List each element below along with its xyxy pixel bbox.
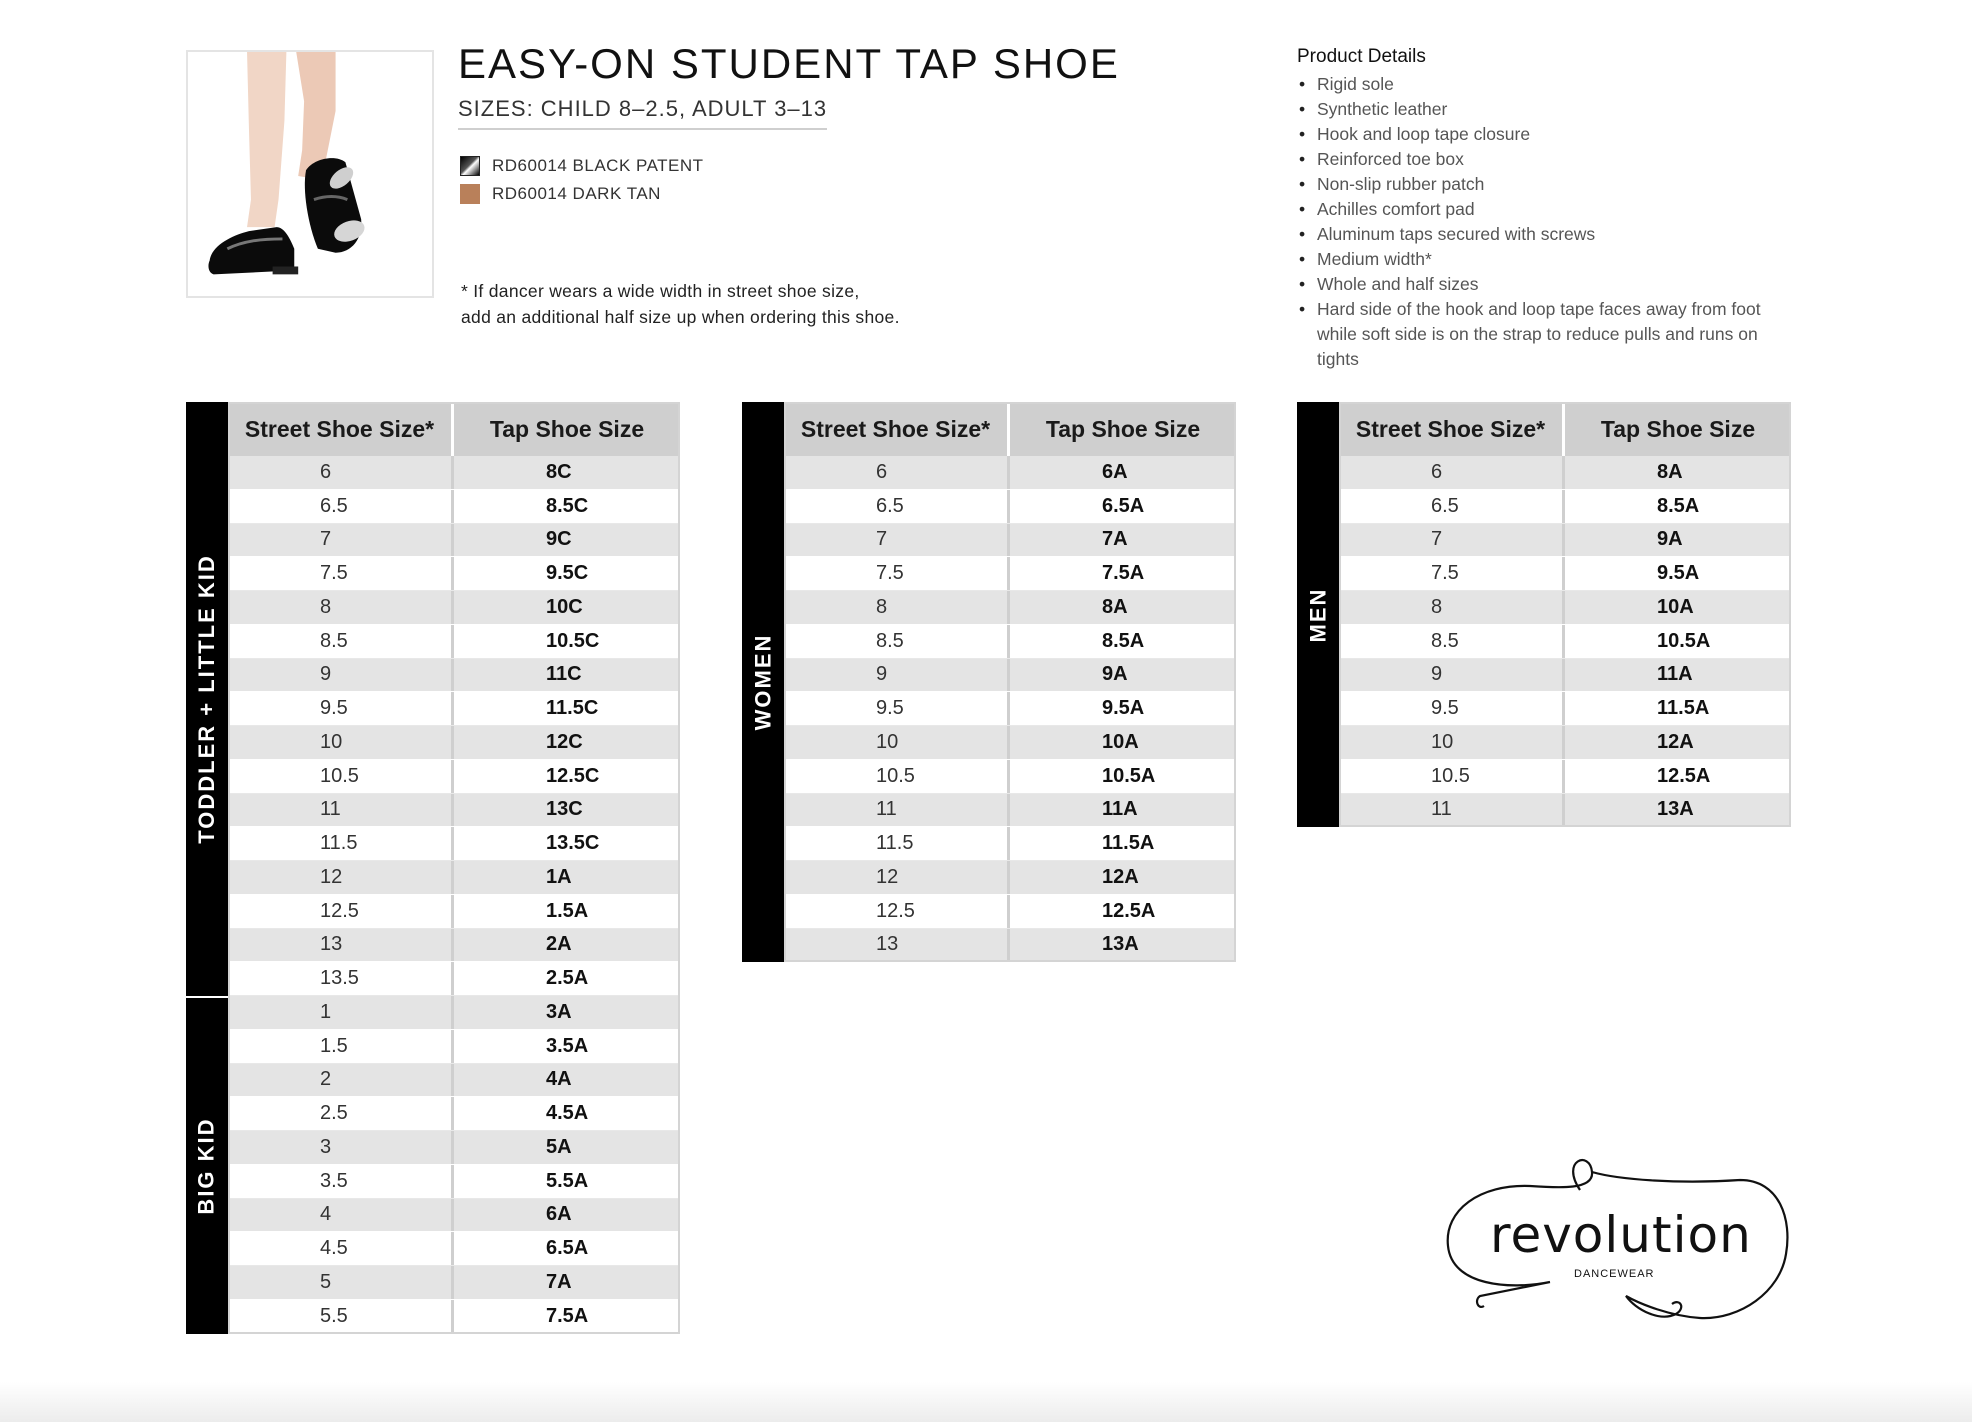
tap-size-cell: 10.5A — [1657, 629, 1711, 652]
bullet-icon: • — [1299, 199, 1306, 219]
street-size-cell: 2.5 — [228, 1097, 454, 1130]
table-row — [228, 1030, 680, 1064]
color-label: RD60014 DARK TAN — [492, 184, 661, 203]
bullet-icon: • — [1299, 174, 1306, 194]
table-row — [784, 827, 1236, 861]
street-size-cell: 9 — [784, 659, 1010, 692]
table-row — [1339, 557, 1791, 591]
street-size-cell: 3.5 — [228, 1165, 454, 1198]
size-range: SIZES: CHILD 8–2.5, ADULT 3–13 — [458, 96, 827, 130]
street-size-cell: 13.5 — [228, 962, 454, 995]
table-row — [228, 1097, 680, 1131]
section-label-toddler-little-kid: TODDLER + LITTLE KID — [186, 402, 228, 996]
street-size-cell: 11.5 — [784, 827, 1010, 860]
street-size-cell: 9 — [1339, 659, 1565, 692]
revolution-dancewear-logo — [1440, 1150, 1800, 1330]
logo-subtitle: DANCEWEAR — [1574, 1268, 1655, 1280]
street-size-cell: 13 — [784, 929, 1010, 962]
street-size-cell: 11 — [228, 794, 454, 827]
tap-size-cell: 7A — [1102, 528, 1128, 551]
tap-size-cell: 12A — [1102, 865, 1139, 888]
table-row — [1339, 490, 1791, 524]
tap-size-cell: 12A — [1657, 730, 1694, 753]
table-row — [228, 794, 680, 828]
detail-item: • Medium width* — [1297, 247, 1797, 272]
black-patent-swatch — [460, 156, 480, 176]
street-size-cell: 12 — [784, 861, 1010, 894]
street-size-cell: 7 — [1339, 524, 1565, 557]
street-size-cell: 4.5 — [228, 1232, 454, 1265]
tap-size-cell: 9A — [1657, 528, 1683, 551]
tap-size-cell: 11C — [546, 663, 582, 686]
street-size-cell: 1 — [228, 996, 454, 1029]
table-row — [228, 524, 680, 558]
table-row — [1339, 794, 1791, 828]
table-row — [1339, 591, 1791, 625]
color-label: RD60014 BLACK PATENT — [492, 156, 704, 175]
tap-size-cell: 3A — [546, 1000, 572, 1023]
product-title: EASY-ON STUDENT TAP SHOE — [458, 40, 1120, 87]
bullet-icon: • — [1299, 99, 1306, 119]
color-option-black-patent — [460, 152, 704, 180]
section-label-men: MEN — [1297, 402, 1339, 827]
table-row — [228, 1064, 680, 1098]
tap-size-cell: 7A — [546, 1270, 572, 1293]
table-row — [228, 861, 680, 895]
street-size-cell: 9.5 — [228, 692, 454, 725]
street-size-cell: 7.5 — [228, 557, 454, 590]
table-row — [228, 929, 680, 963]
detail-item: • Rigid sole — [1297, 72, 1797, 97]
table-row — [784, 692, 1236, 726]
street-size-cell: 10 — [784, 726, 1010, 759]
street-size-cell: 6.5 — [228, 490, 454, 523]
tap-size-cell: 3.5A — [546, 1034, 589, 1057]
tap-size-cell: 13A — [1102, 933, 1139, 956]
street-size-cell: 11 — [1339, 794, 1565, 827]
bullet-icon: • — [1299, 149, 1306, 169]
column-header-tap-size: Tap Shoe Size — [1565, 402, 1791, 456]
tap-size-cell: 12C — [546, 730, 583, 753]
table-row — [228, 659, 680, 693]
detail-item: • Non-slip rubber patch — [1297, 172, 1797, 197]
table-row — [228, 760, 680, 794]
logo-wordmark: revolution — [1490, 1206, 1752, 1264]
street-size-cell: 3 — [228, 1131, 454, 1164]
street-size-cell: 9 — [228, 659, 454, 692]
tap-size-cell: 9.5A — [1102, 697, 1145, 720]
table-row — [1339, 726, 1791, 760]
bullet-icon: • — [1299, 224, 1306, 244]
section-label-women: WOMEN — [742, 402, 784, 962]
table-row — [228, 591, 680, 625]
tap-size-cell: 10.5A — [1102, 764, 1156, 787]
tap-size-cell: 12.5A — [1102, 899, 1156, 922]
column-header-tap-size: Tap Shoe Size — [1010, 402, 1236, 456]
table-row — [784, 524, 1236, 558]
table-row — [784, 456, 1236, 490]
table-row — [1339, 692, 1791, 726]
note-line: * If dancer wears a wide width in street shoe size, — [461, 281, 860, 301]
tap-size-cell: 12.5C — [546, 764, 600, 787]
tap-size-cell: 6.5A — [546, 1237, 589, 1260]
tap-size-cell: 8.5A — [1102, 629, 1145, 652]
street-size-cell: 7.5 — [1339, 557, 1565, 590]
tap-size-cell: 4.5A — [546, 1102, 589, 1125]
tap-size-cell: 8.5C — [546, 494, 589, 517]
table-row — [228, 895, 680, 929]
street-size-cell: 9.5 — [784, 692, 1010, 725]
table-row — [784, 726, 1236, 760]
street-size-cell: 7 — [784, 524, 1010, 557]
street-size-cell: 10.5 — [228, 760, 454, 793]
tap-shoe-illustration — [188, 52, 432, 296]
table-row — [228, 490, 680, 524]
tap-size-cell: 1A — [546, 865, 572, 888]
table-row — [784, 625, 1236, 659]
table-row — [784, 490, 1236, 524]
street-size-cell: 8 — [1339, 591, 1565, 624]
street-size-cell: 4 — [228, 1199, 454, 1232]
tap-size-cell: 8A — [1657, 460, 1683, 483]
table-row — [784, 895, 1236, 929]
table-row — [228, 625, 680, 659]
tap-size-cell: 5.5A — [546, 1169, 589, 1192]
tap-size-cell: 11.5A — [1102, 832, 1155, 855]
street-size-cell: 6.5 — [784, 490, 1010, 523]
table-row — [784, 591, 1236, 625]
tap-size-cell: 10A — [1657, 595, 1694, 618]
street-size-cell: 6 — [784, 456, 1010, 489]
tap-size-cell: 8.5A — [1657, 494, 1700, 517]
table-row — [228, 1131, 680, 1165]
street-size-cell: 11.5 — [228, 827, 454, 860]
tap-size-cell: 11A — [1102, 798, 1138, 821]
tap-size-cell: 13C — [546, 798, 583, 821]
tap-size-cell: 4A — [546, 1068, 572, 1091]
table-row — [1339, 524, 1791, 558]
table-row — [228, 1232, 680, 1266]
street-size-cell: 12 — [228, 861, 454, 894]
tap-size-cell: 10C — [546, 595, 583, 618]
table-row — [1339, 625, 1791, 659]
tap-size-cell: 13.5C — [546, 832, 600, 855]
table-row — [228, 996, 680, 1030]
tap-size-cell: 7.5A — [1102, 562, 1145, 585]
column-header-street-size: Street Shoe Size* — [1339, 402, 1565, 456]
section-label-big-kid: BIG KID — [186, 998, 228, 1334]
product-details-list — [1297, 72, 1797, 372]
bullet-icon: • — [1299, 124, 1306, 144]
bullet-icon: • — [1299, 249, 1306, 269]
street-size-cell: 10.5 — [1339, 760, 1565, 793]
street-size-cell: 11 — [784, 794, 1010, 827]
product-photo — [186, 50, 434, 298]
table-row — [1339, 760, 1791, 794]
street-size-cell: 7.5 — [784, 557, 1010, 590]
tap-size-cell: 8C — [546, 460, 572, 483]
street-size-cell: 2 — [228, 1064, 454, 1097]
table-rows — [1339, 456, 1791, 827]
street-size-cell: 8 — [784, 591, 1010, 624]
product-details — [1297, 46, 1797, 372]
tap-size-cell: 10A — [1102, 730, 1139, 753]
street-size-cell: 5.5 — [228, 1300, 454, 1333]
detail-item: • Hook and loop tape closure — [1297, 122, 1797, 147]
tap-size-cell: 2.5A — [546, 967, 589, 990]
table-row — [784, 794, 1236, 828]
table-row — [784, 760, 1236, 794]
street-size-cell: 8.5 — [228, 625, 454, 658]
detail-item: • Achilles comfort pad — [1297, 197, 1797, 222]
tap-size-cell: 9.5A — [1657, 562, 1700, 585]
tap-size-cell: 9A — [1102, 663, 1128, 686]
street-size-cell: 6.5 — [1339, 490, 1565, 523]
table-row — [228, 962, 680, 996]
tap-size-cell: 6A — [546, 1203, 572, 1226]
street-size-cell: 9.5 — [1339, 692, 1565, 725]
table-row — [228, 827, 680, 861]
detail-item: • Hard side of the hook and loop tape faces away from foot while soft side is on the strap to reduce pulls and runs on tights — [1299, 299, 1761, 369]
table-row — [784, 929, 1236, 963]
street-size-cell: 5 — [228, 1266, 454, 1299]
street-size-cell: 12.5 — [784, 895, 1010, 928]
tap-size-cell: 9.5C — [546, 562, 589, 585]
detail-item: • Reinforced toe box — [1297, 147, 1797, 172]
street-size-cell: 12.5 — [228, 895, 454, 928]
tap-size-cell: 11.5C — [546, 697, 599, 720]
bullet-icon: • — [1299, 274, 1306, 294]
column-header-street-size: Street Shoe Size* — [784, 402, 1010, 456]
tap-size-cell: 7.5A — [546, 1304, 589, 1327]
table-row — [228, 1300, 680, 1334]
tap-size-cell: 6A — [1102, 460, 1128, 483]
table-row — [784, 861, 1236, 895]
bullet-icon: • — [1299, 74, 1306, 94]
detail-item: • Aluminum taps secured with screws — [1297, 222, 1797, 247]
tap-size-cell: 1.5A — [546, 899, 589, 922]
color-options — [460, 152, 704, 208]
wide-width-note — [461, 278, 900, 330]
dark-tan-swatch — [460, 184, 480, 204]
table-rows — [784, 456, 1236, 962]
tap-size-cell: 5A — [546, 1135, 572, 1158]
table-row — [228, 726, 680, 760]
table-row — [228, 1165, 680, 1199]
street-size-cell: 1.5 — [228, 1030, 454, 1063]
street-size-cell: 6 — [1339, 456, 1565, 489]
column-header-tap-size: Tap Shoe Size — [454, 402, 680, 456]
note-line: add an additional half size up when ordering this shoe. — [461, 307, 900, 327]
column-header-street-size: Street Shoe Size* — [228, 402, 454, 456]
color-option-dark-tan — [460, 180, 704, 208]
tap-size-cell: 12.5A — [1657, 764, 1711, 787]
tap-size-cell: 2A — [546, 933, 572, 956]
table-row — [228, 557, 680, 591]
table-row — [228, 1266, 680, 1300]
page-bottom-edge — [0, 1382, 1972, 1422]
street-size-cell: 7 — [228, 524, 454, 557]
table-row — [784, 659, 1236, 693]
street-size-cell: 10.5 — [784, 760, 1010, 793]
table-row — [228, 1199, 680, 1233]
detail-item: • Whole and half sizes — [1297, 272, 1797, 297]
table-row — [228, 456, 680, 490]
street-size-cell: 8.5 — [784, 625, 1010, 658]
product-details-heading: Product Details — [1297, 46, 1426, 67]
street-size-cell: 10 — [1339, 726, 1565, 759]
table-row — [1339, 456, 1791, 490]
tap-size-cell: 8A — [1102, 595, 1128, 618]
tap-size-cell: 9C — [546, 528, 572, 551]
street-size-cell: 10 — [228, 726, 454, 759]
tap-size-cell: 11.5A — [1657, 697, 1710, 720]
table-row — [228, 692, 680, 726]
street-size-cell: 13 — [228, 929, 454, 962]
table-row — [1339, 659, 1791, 693]
table-rows — [228, 456, 680, 1334]
tap-size-cell: 11A — [1657, 663, 1693, 686]
tap-size-cell: 6.5A — [1102, 494, 1145, 517]
street-size-cell: 6 — [228, 456, 454, 489]
tap-size-cell: 13A — [1657, 798, 1694, 821]
table-row — [784, 557, 1236, 591]
tap-size-cell: 10.5C — [546, 629, 600, 652]
street-size-cell: 8.5 — [1339, 625, 1565, 658]
detail-item: • Synthetic leather — [1297, 97, 1797, 122]
street-size-cell: 8 — [228, 591, 454, 624]
bullet-icon: • — [1299, 299, 1306, 319]
